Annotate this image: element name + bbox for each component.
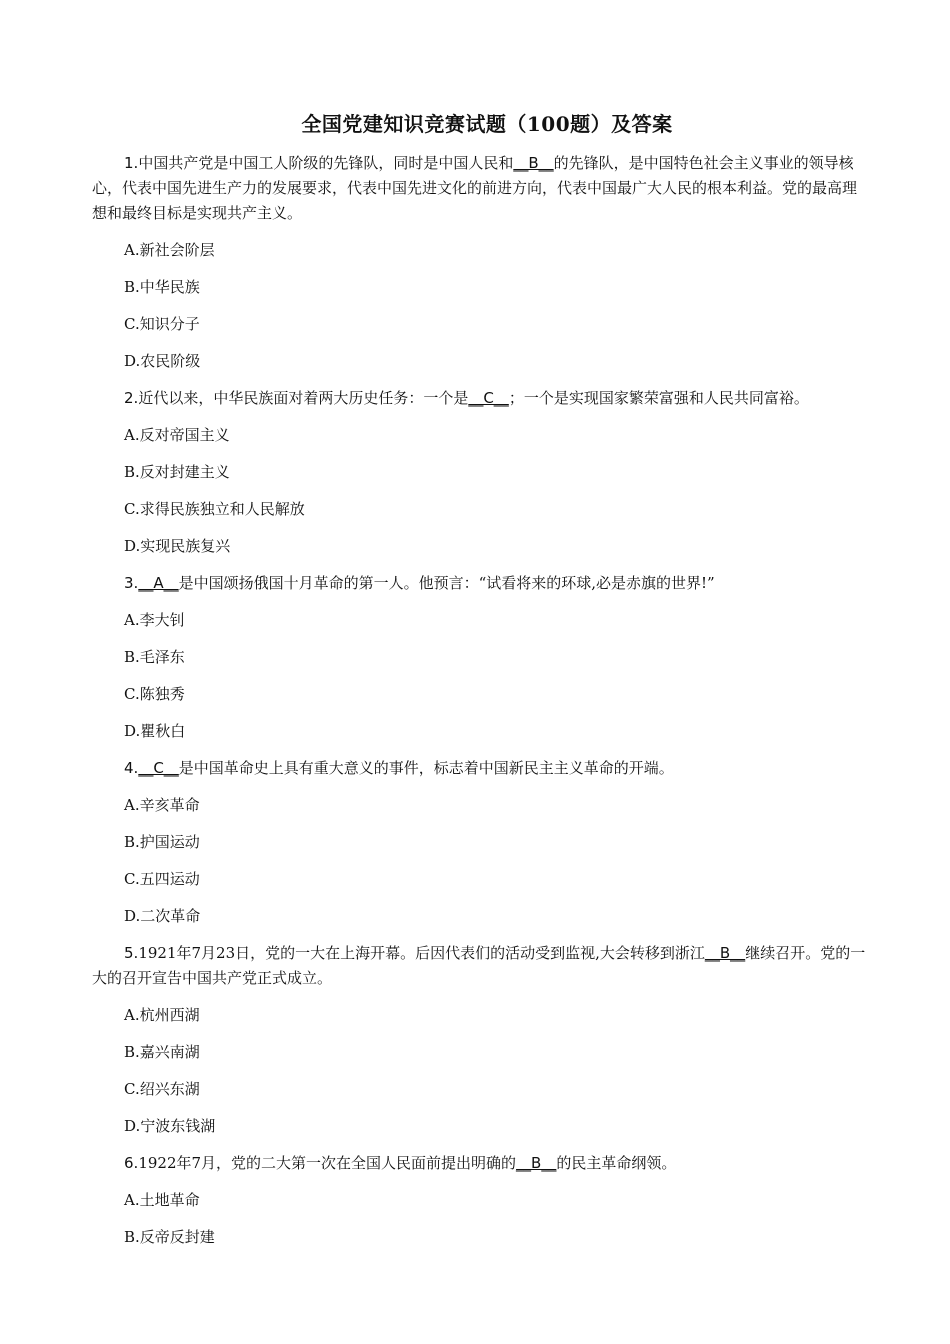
q1-option-c: C.知识分子 [124, 315, 200, 333]
question-text-after: 继续召开。党的一大的召开宣告中国共产党正式成立。 [92, 944, 866, 987]
q5-option-a: A.杭州西湖 [124, 1006, 200, 1024]
q6-option-a: A.土地革命 [124, 1191, 200, 1209]
question-text-before: 近代以来，中华民族面对着两大历史任务：一个是 [138, 389, 469, 407]
answer-blank: __B__ [516, 1154, 557, 1172]
q6-option-b: B.反帝反封建 [124, 1228, 215, 1246]
question-5 [92, 941, 870, 991]
q4-option-c: C.五四运动 [124, 870, 200, 888]
question-number: 5. [124, 944, 139, 962]
question-2 [92, 386, 870, 411]
question-text-after: 的先锋队，是中国特色社会主义事业的领导核心，代表中国先进生产力的发展要求，代表中国先进文化的前进方向，代表中国最广大人民的根本利益。党的最高理想和最终目标是实现共产主义。 [92, 154, 858, 222]
answer-blank: __A__ [138, 574, 179, 592]
question-number: 1. [124, 154, 139, 172]
answer-blank: __C__ [138, 759, 179, 777]
q1-option-d: D.农民阶级 [124, 352, 201, 370]
question-3 [92, 571, 870, 596]
q2-option-d: D.实现民族复兴 [124, 537, 231, 555]
q1-option-b: B.中华民族 [124, 278, 200, 296]
q5-option-c: C.绍兴东湖 [124, 1080, 200, 1098]
answer-blank: __C__ [468, 389, 509, 407]
question-number: 6. [124, 1154, 139, 1172]
question-text-after: ；一个是实现国家繁荣富强和人民共同富裕。 [508, 389, 809, 407]
question-text-after: 是中国颂扬俄国十月革命的第一人。他预言：“试看将来的环球,必是赤旗的世界!” [178, 574, 715, 592]
answer-blank: __B__ [704, 944, 746, 962]
question-6 [92, 1151, 870, 1176]
q2-option-b: B.反对封建主义 [124, 463, 230, 481]
question-4 [92, 756, 870, 781]
q3-option-c: C.陈独秀 [124, 685, 185, 703]
question-number: 4. [124, 759, 139, 777]
question-text-before: 中国共产党是中国工人阶级的先锋队，同时是中国人民和 [138, 154, 514, 172]
q3-option-d: D.瞿秋白 [124, 722, 186, 740]
q2-option-c: C.求得民族独立和人民解放 [124, 500, 305, 518]
question-text-after: 是中国革命史上具有重大意义的事件，标志着中国新民主主义革命的开端。 [178, 759, 674, 777]
q5-option-b: B.嘉兴南湖 [124, 1043, 200, 1061]
q4-option-d: D.二次革命 [124, 907, 201, 925]
q4-option-a: A.辛亥革命 [124, 796, 200, 814]
question-number: 2. [124, 389, 139, 407]
question-text-after: 的民主革命纲领。 [556, 1154, 677, 1172]
q4-option-b: B.护国运动 [124, 833, 200, 851]
question-number: 3. [124, 574, 139, 592]
q3-option-b: B.毛泽东 [124, 648, 185, 666]
document-title: 全国党建知识竞赛试题（100题）及答案 [301, 112, 673, 136]
q1-option-a: A.新社会阶层 [124, 241, 215, 259]
q5-option-d: D.宁波东钱湖 [124, 1117, 216, 1135]
q3-option-a: A.李大钊 [124, 611, 185, 629]
answer-blank: __B__ [513, 154, 554, 172]
question-1 [92, 151, 870, 226]
question-text-before: 1921年7月23日，党的一大在上海开幕。后因代表们的活动受到监视,大会转移到浙江 [138, 944, 705, 962]
q2-option-a: A.反对帝国主义 [124, 426, 230, 444]
question-text-before: 1922年7月，党的二大第一次在全国人民面前提出明确的 [138, 1154, 517, 1172]
